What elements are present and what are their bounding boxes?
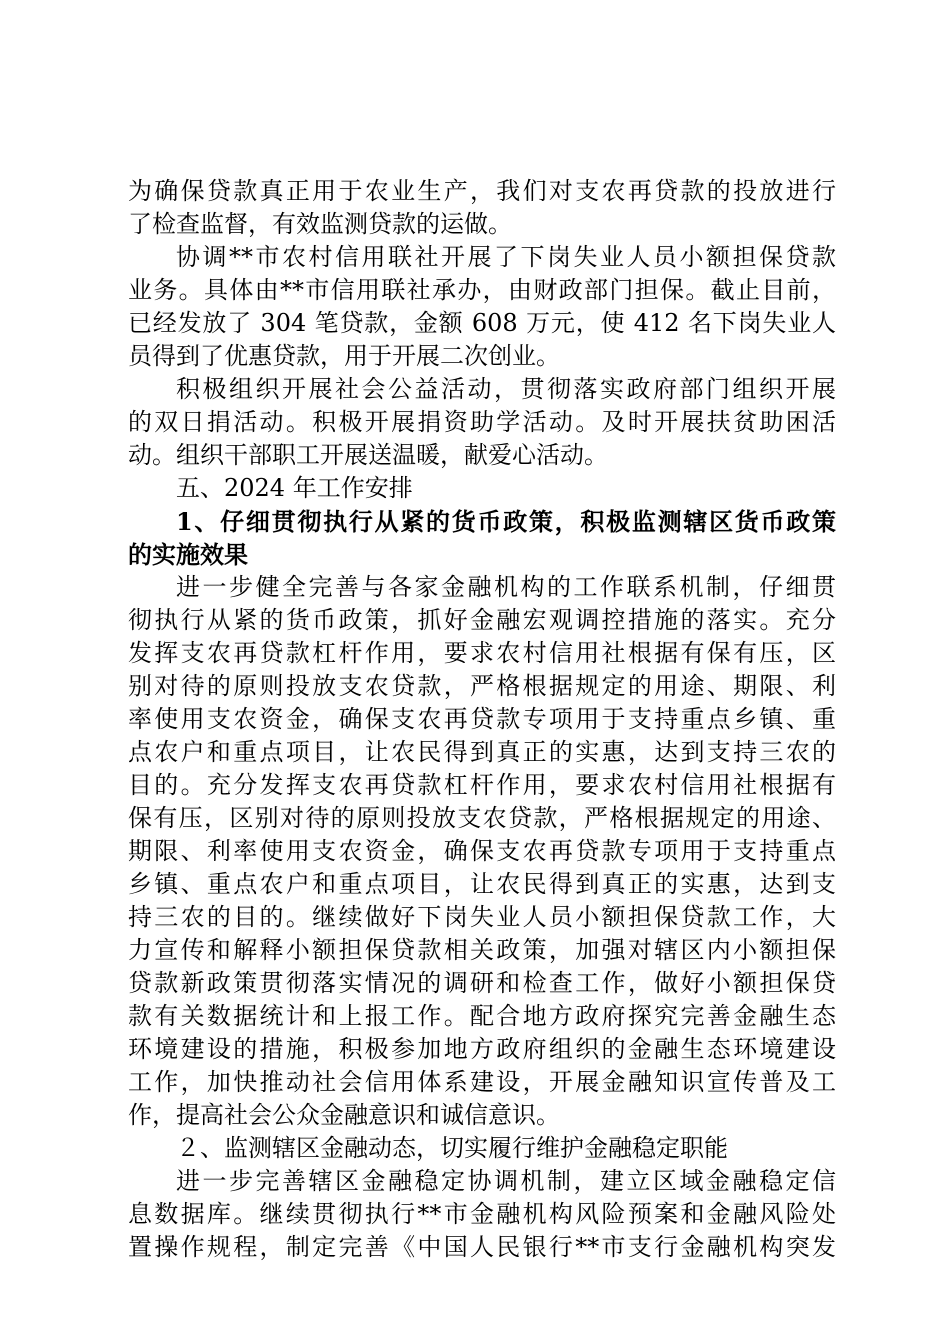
- text-line: 五、2024 年工作安排: [176, 474, 413, 502]
- text-line: 积极组织开展社会公益活动，贯彻落实政府部门组织开展: [176, 375, 836, 403]
- text-line: 点农户和重点项目，让农民得到真正的实惠，达到支持三农的: [128, 738, 836, 766]
- text-line: 进一步完善辖区金融稳定协调机制，建立区域金融稳定信: [176, 1167, 836, 1195]
- text-line: ２、监测辖区金融动态，切实履行维护金融稳定职能: [176, 1134, 728, 1162]
- text-line: 置操作规程，制定完善《中国人民银行**市支行金融机构突发: [128, 1233, 836, 1261]
- document-page: [128, 175, 836, 1264]
- text-line: 作，提高社会公众金融意识和诚信意识。: [128, 1101, 560, 1129]
- text-line: 率使用支农资金，确保支农再贷款专项用于支持重点乡镇、重: [128, 705, 836, 733]
- text-line: 贷款新政策贯彻落实情况的调研和检查工作，做好小额担保贷: [128, 969, 836, 997]
- text-line: 环境建设的措施，积极参加地方政府组织的金融生态环境建设: [128, 1035, 836, 1063]
- text-line: 乡镇、重点农户和重点项目，让农民得到真正的实惠，达到支: [128, 870, 836, 898]
- text-line: 款有关数据统计和上报工作。配合地方政府探究完善金融生态: [128, 1002, 836, 1030]
- text-line: 别对待的原则投放支农贷款，严格根据规定的用途、期限、利: [128, 672, 836, 700]
- text-line: 已经发放了 304 笔贷款，金额 608 万元，使 412 名下岗失业人: [128, 309, 836, 337]
- text-line: 持三农的目的。继续做好下岗失业人员小额担保贷款工作，大: [128, 903, 836, 931]
- text-line: 协调**市农村信用联社开展了下岗失业人员小额担保贷款: [176, 243, 836, 271]
- heading-line: 的实施效果: [128, 540, 248, 569]
- text-line: 了检查监督，有效监测贷款的运做。: [128, 210, 512, 238]
- text-line: 力宣传和解释小额担保贷款相关政策，加强对辖区内小额担保: [128, 936, 836, 964]
- text-line: 进一步健全完善与各家金融机构的工作联系机制，仔细贯: [176, 573, 836, 601]
- text-line: 员得到了优惠贷款，用于开展二次创业。: [128, 342, 560, 370]
- text-line: 的双日捐活动。积极开展捐资助学活动。及时开展扶贫助困活: [128, 408, 836, 436]
- text-line: 动。组织干部职工开展送温暖，献爱心活动。: [128, 441, 608, 469]
- text-line: 息数据库。继续贯彻执行**市金融机构风险预案和金融风险处: [128, 1200, 836, 1228]
- text-line: 发挥支农再贷款杠杆作用，要求农村信用社根据有保有压，区: [128, 639, 836, 667]
- text-line: 期限、利率使用支农资金，确保支农再贷款专项用于支持重点: [128, 837, 836, 865]
- text-line: 为确保贷款真正用于农业生产，我们对支农再贷款的投放进行: [128, 177, 836, 205]
- heading-line: 1、仔细贯彻执行从紧的货币政策，积极监测辖区货币政策: [176, 507, 836, 536]
- text-line: 工作，加快推动社会信用体系建设，开展金融知识宣传普及工: [128, 1068, 836, 1096]
- text-line: 目的。充分发挥支农再贷款杠杆作用，要求农村信用社根据有: [128, 771, 836, 799]
- text-line: 保有压，区别对待的原则投放支农贷款，严格根据规定的用途、: [128, 804, 836, 832]
- text-line: 彻执行从紧的货币政策，抓好金融宏观调控措施的落实。充分: [128, 606, 836, 634]
- text-line: 业务。具体由**市信用联社承办，由财政部门担保。截止目前，: [128, 276, 836, 304]
